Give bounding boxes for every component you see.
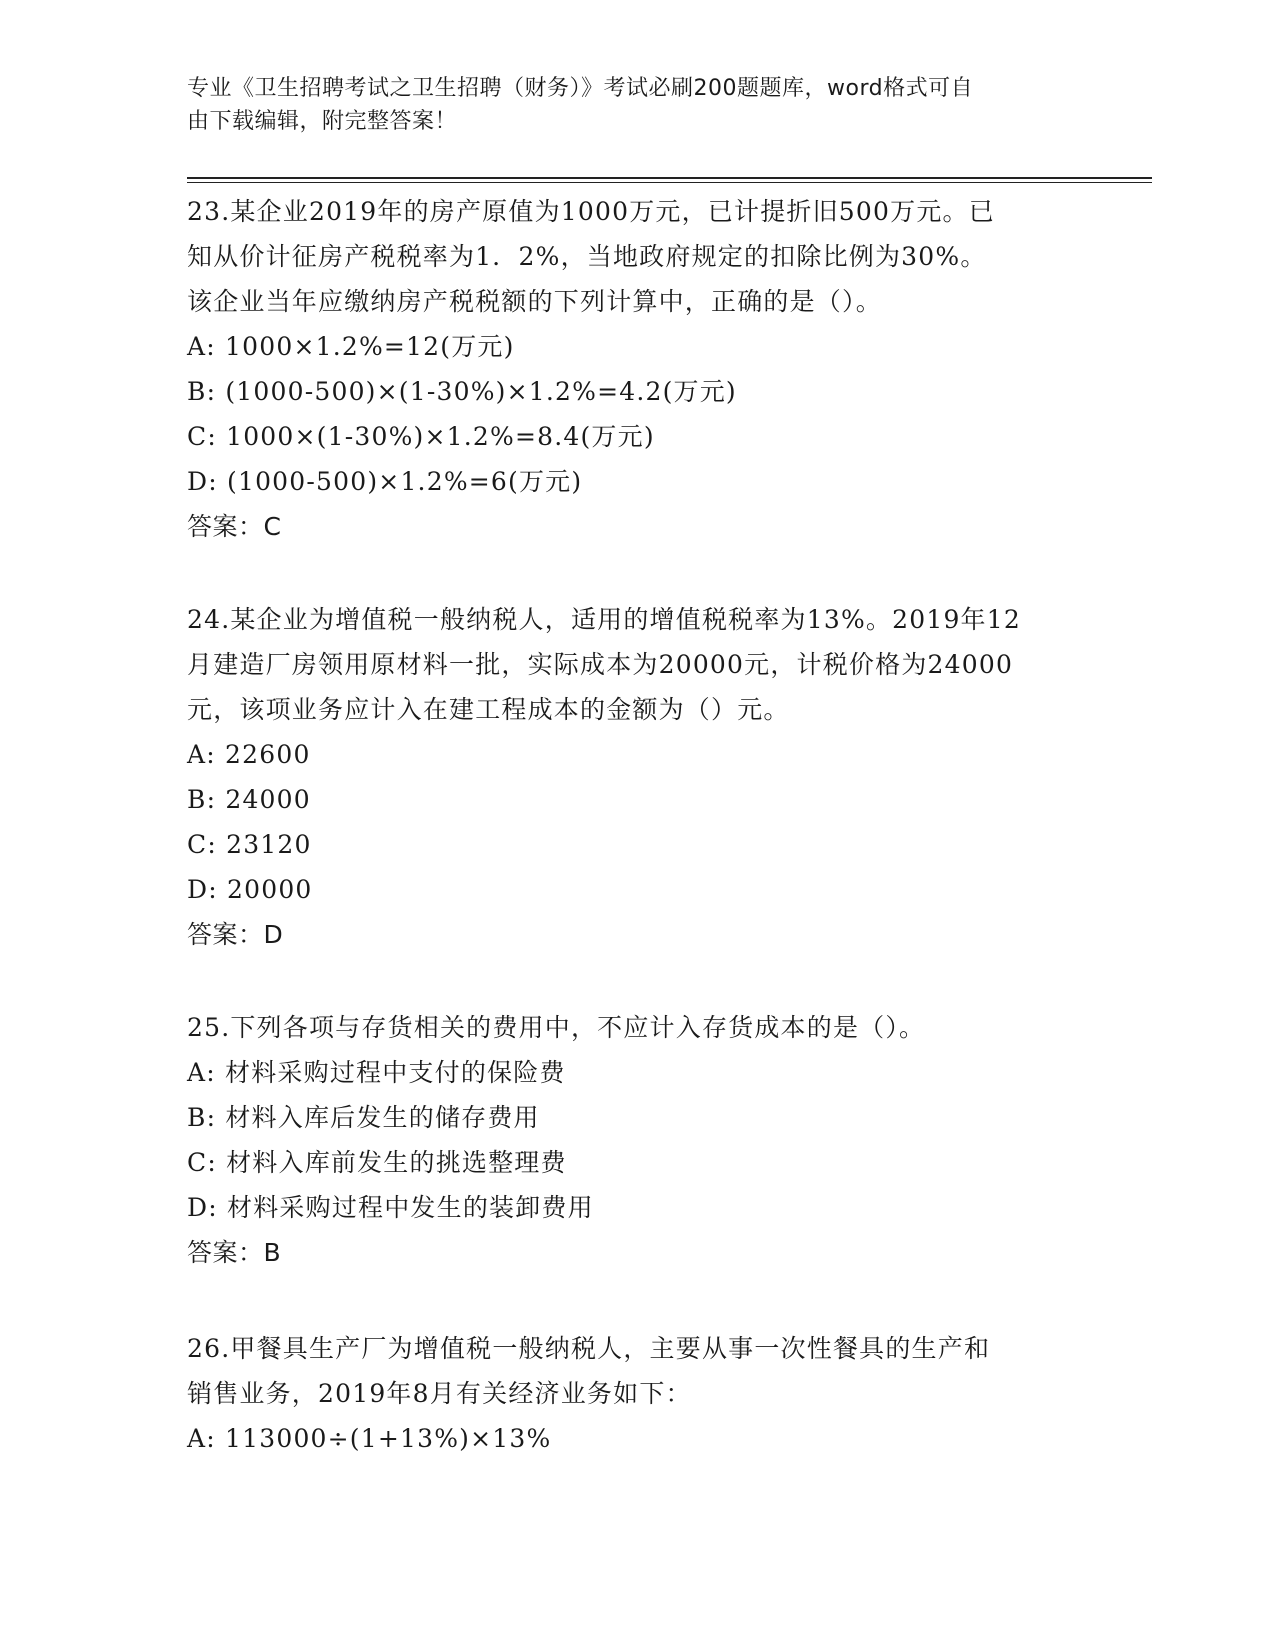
option-a: A: 113000÷(1+13%)×13% bbox=[187, 1424, 552, 1453]
option-c: C: 23120 bbox=[187, 830, 312, 859]
question-stem-line: 元，该项业务应计入在建工程成本的金额为（）元。 bbox=[187, 695, 790, 724]
header-line-1: 专业《卫生招聘考试之卫生招聘（财务）》考试必刷200题题库，word格式可自 bbox=[187, 76, 974, 101]
option-b: B: 材料入库后发生的储存费用 bbox=[187, 1103, 540, 1132]
question-stem-line: 23.某企业2019年的房产原值为1000万元，已计提折旧500万元。已 bbox=[187, 197, 995, 226]
answer-line: 答案：B bbox=[187, 1238, 282, 1267]
option-d: D: 20000 bbox=[187, 875, 313, 904]
answer-line: 答案：C bbox=[187, 512, 282, 541]
question-stem-line: 25.下列各项与存货相关的费用中，不应计入存货成本的是（）。 bbox=[187, 1013, 926, 1042]
answer-line: 答案：D bbox=[187, 920, 284, 949]
document-header bbox=[187, 72, 1087, 138]
option-d: D: (1000-500)×1.2%=6(万元) bbox=[187, 467, 583, 496]
question-23 bbox=[187, 189, 1087, 549]
question-stem-line: 24.某企业为增值税一般纳税人，适用的增值税税率为13%。2019年12 bbox=[187, 605, 1021, 634]
question-stem-line: 该企业当年应缴纳房产税税额的下列计算中，正确的是（）。 bbox=[187, 287, 882, 316]
option-c: C: 1000×(1-30%)×1.2%=8.4(万元) bbox=[187, 422, 655, 451]
question-26 bbox=[187, 1326, 1087, 1461]
question-stem-line: 月建造厂房领用原材料一批，实际成本为20000元，计税价格为24000 bbox=[187, 650, 1014, 679]
question-24 bbox=[187, 597, 1087, 957]
option-a: A: 22600 bbox=[187, 740, 311, 769]
option-b: B: (1000-500)×(1-30%)×1.2%=4.2(万元) bbox=[187, 377, 737, 406]
option-a: A: 材料采购过程中支付的保险费 bbox=[187, 1058, 566, 1087]
option-a: A: 1000×1.2%=12(万元) bbox=[187, 332, 515, 361]
option-b: B: 24000 bbox=[187, 785, 311, 814]
header-line-2: 由下载编辑，附完整答案！ bbox=[187, 109, 458, 134]
question-stem-line: 26.甲餐具生产厂为增值税一般纳税人，主要从事一次性餐具的生产和 bbox=[187, 1334, 991, 1363]
option-d: D: 材料采购过程中发生的装卸费用 bbox=[187, 1193, 594, 1222]
option-c: C: 材料入库前发生的挑选整理费 bbox=[187, 1148, 567, 1177]
question-stem-line: 知从价计征房产税税率为1．2%，当地政府规定的扣除比例为30%。 bbox=[187, 242, 987, 271]
header-divider-thick bbox=[187, 177, 1152, 179]
question-stem-line: 销售业务，2019年8月有关经济业务如下： bbox=[187, 1379, 692, 1408]
header-divider-thin bbox=[187, 182, 1152, 183]
question-25 bbox=[187, 1005, 1087, 1275]
